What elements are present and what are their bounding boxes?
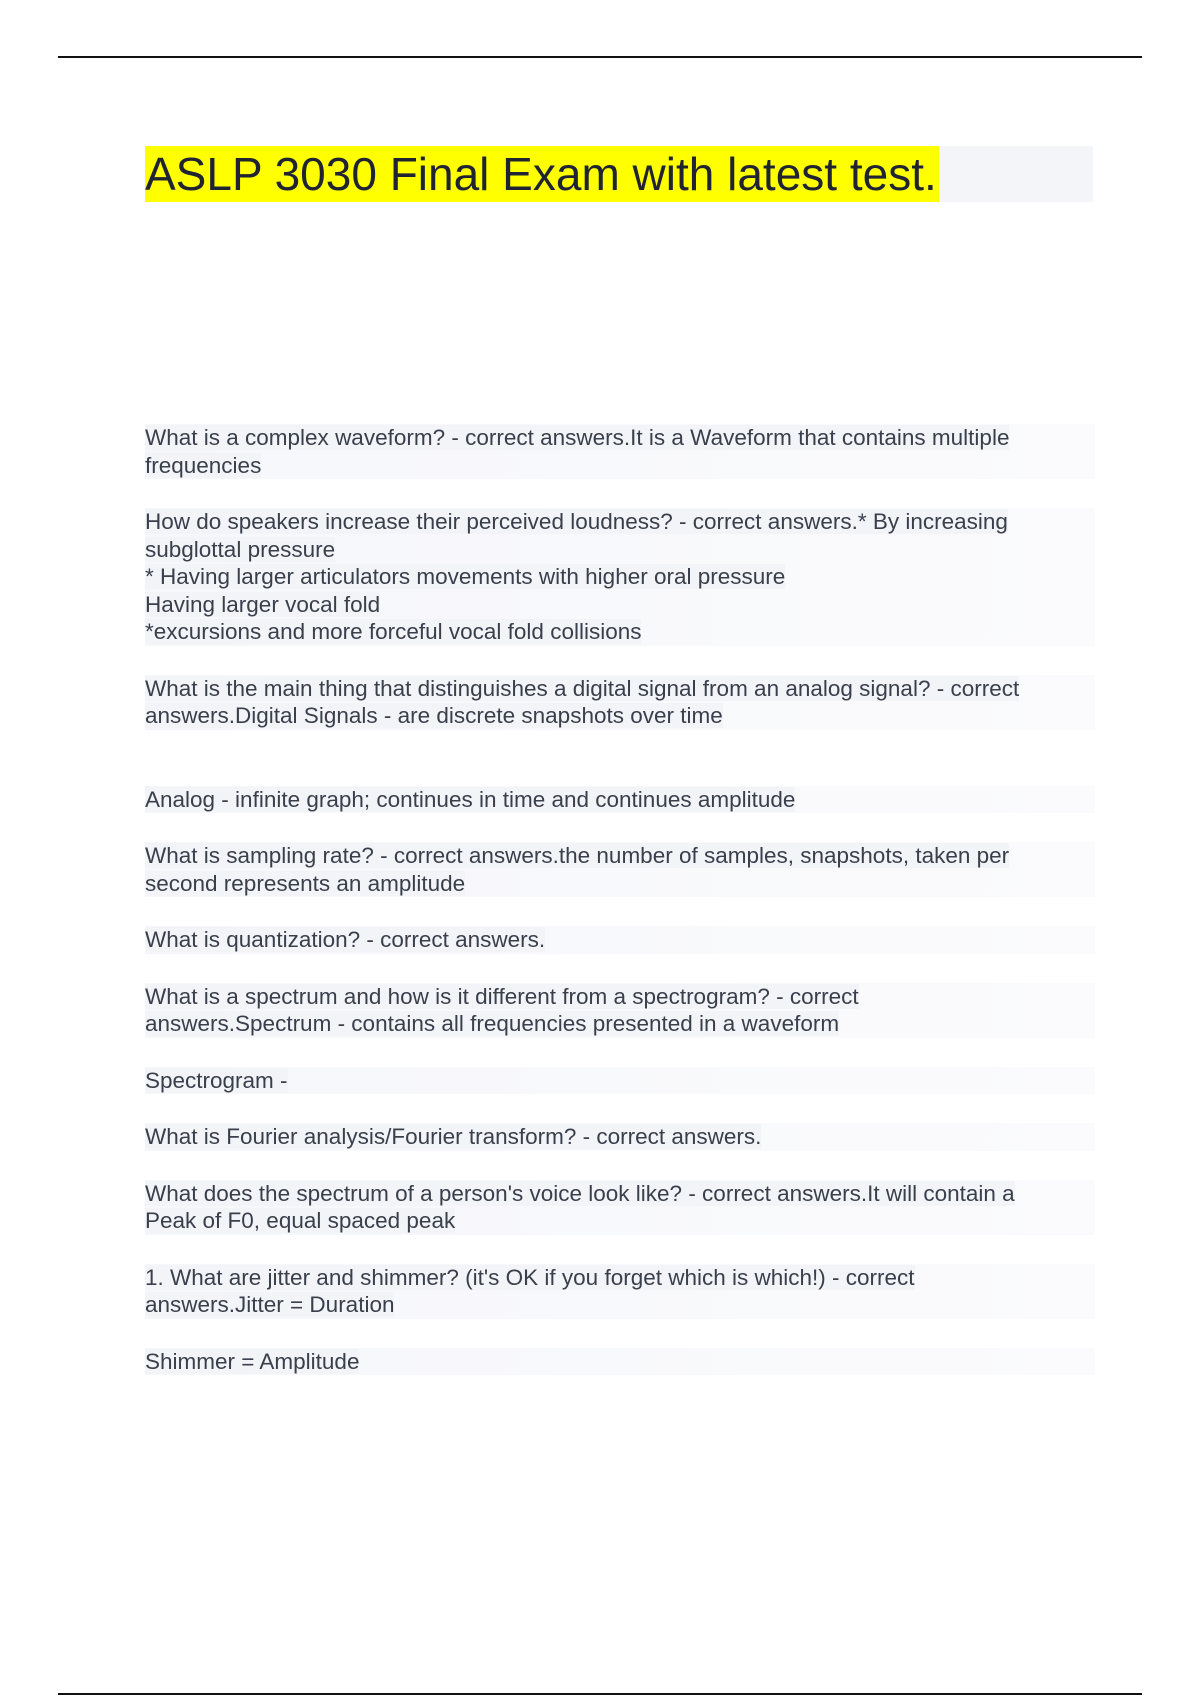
qa-line: 1. What are jitter and shimmer? (it's OK if you forget which is which!) - correct bbox=[145, 1264, 1095, 1292]
qa-line: What is sampling rate? - correct answers.the number of samples, snapshots, taken per bbox=[145, 842, 1095, 870]
qa-line: What does the spectrum of a person's voice look like? - correct answers.It will contain a bbox=[145, 1180, 1095, 1208]
qa-line: *excursions and more forceful vocal fold collisions bbox=[145, 618, 1095, 646]
qa-line: How do speakers increase their perceived loudness? - correct answers.* By increasing bbox=[145, 508, 1095, 536]
qa-line: Shimmer = Amplitude bbox=[145, 1348, 1095, 1376]
qa-line: What is quantization? - correct answers. bbox=[145, 926, 1095, 954]
qa-entry bbox=[145, 842, 1095, 897]
qa-list bbox=[145, 424, 1095, 1404]
bottom-rule bbox=[58, 1693, 1142, 1695]
page-title: ASLP 3030 Final Exam with latest test. bbox=[145, 148, 937, 200]
qa-entry bbox=[145, 983, 1095, 1038]
qa-line: subglottal pressure bbox=[145, 536, 1095, 564]
qa-line: What is a complex waveform? - correct answers.It is a Waveform that contains multiple bbox=[145, 424, 1095, 452]
qa-entry bbox=[145, 424, 1095, 479]
qa-entry bbox=[145, 1067, 1095, 1095]
qa-line: What is Fourier analysis/Fourier transform? - correct answers. bbox=[145, 1123, 1095, 1151]
qa-line: What is the main thing that distinguishes a digital signal from an analog signal? - correct bbox=[145, 675, 1095, 703]
qa-entry bbox=[145, 1123, 1095, 1151]
qa-line: second represents an amplitude bbox=[145, 870, 1095, 898]
qa-line: Having larger vocal fold bbox=[145, 591, 1095, 619]
qa-line: Peak of F0, equal spaced peak bbox=[145, 1207, 1095, 1235]
top-rule bbox=[58, 56, 1142, 58]
qa-entry bbox=[145, 508, 1095, 646]
qa-line: answers.Digital Signals - are discrete snapshots over time bbox=[145, 702, 1095, 730]
qa-line: answers.Jitter = Duration bbox=[145, 1291, 1095, 1319]
qa-line: Analog - infinite graph; continues in time and continues amplitude bbox=[145, 786, 1095, 814]
qa-line: What is a spectrum and how is it different from a spectrogram? - correct bbox=[145, 983, 1095, 1011]
qa-line: Spectrogram - bbox=[145, 1067, 1095, 1095]
qa-line: frequencies bbox=[145, 452, 1095, 480]
qa-entry bbox=[145, 926, 1095, 954]
qa-line: answers.Spectrum - contains all frequencies presented in a waveform bbox=[145, 1010, 1095, 1038]
qa-entry bbox=[145, 786, 1095, 814]
qa-entry bbox=[145, 1348, 1095, 1376]
qa-line: * Having larger articulators movements with higher oral pressure bbox=[145, 563, 1095, 591]
qa-entry bbox=[145, 675, 1095, 730]
qa-entry bbox=[145, 1180, 1095, 1235]
qa-entry bbox=[145, 1264, 1095, 1319]
